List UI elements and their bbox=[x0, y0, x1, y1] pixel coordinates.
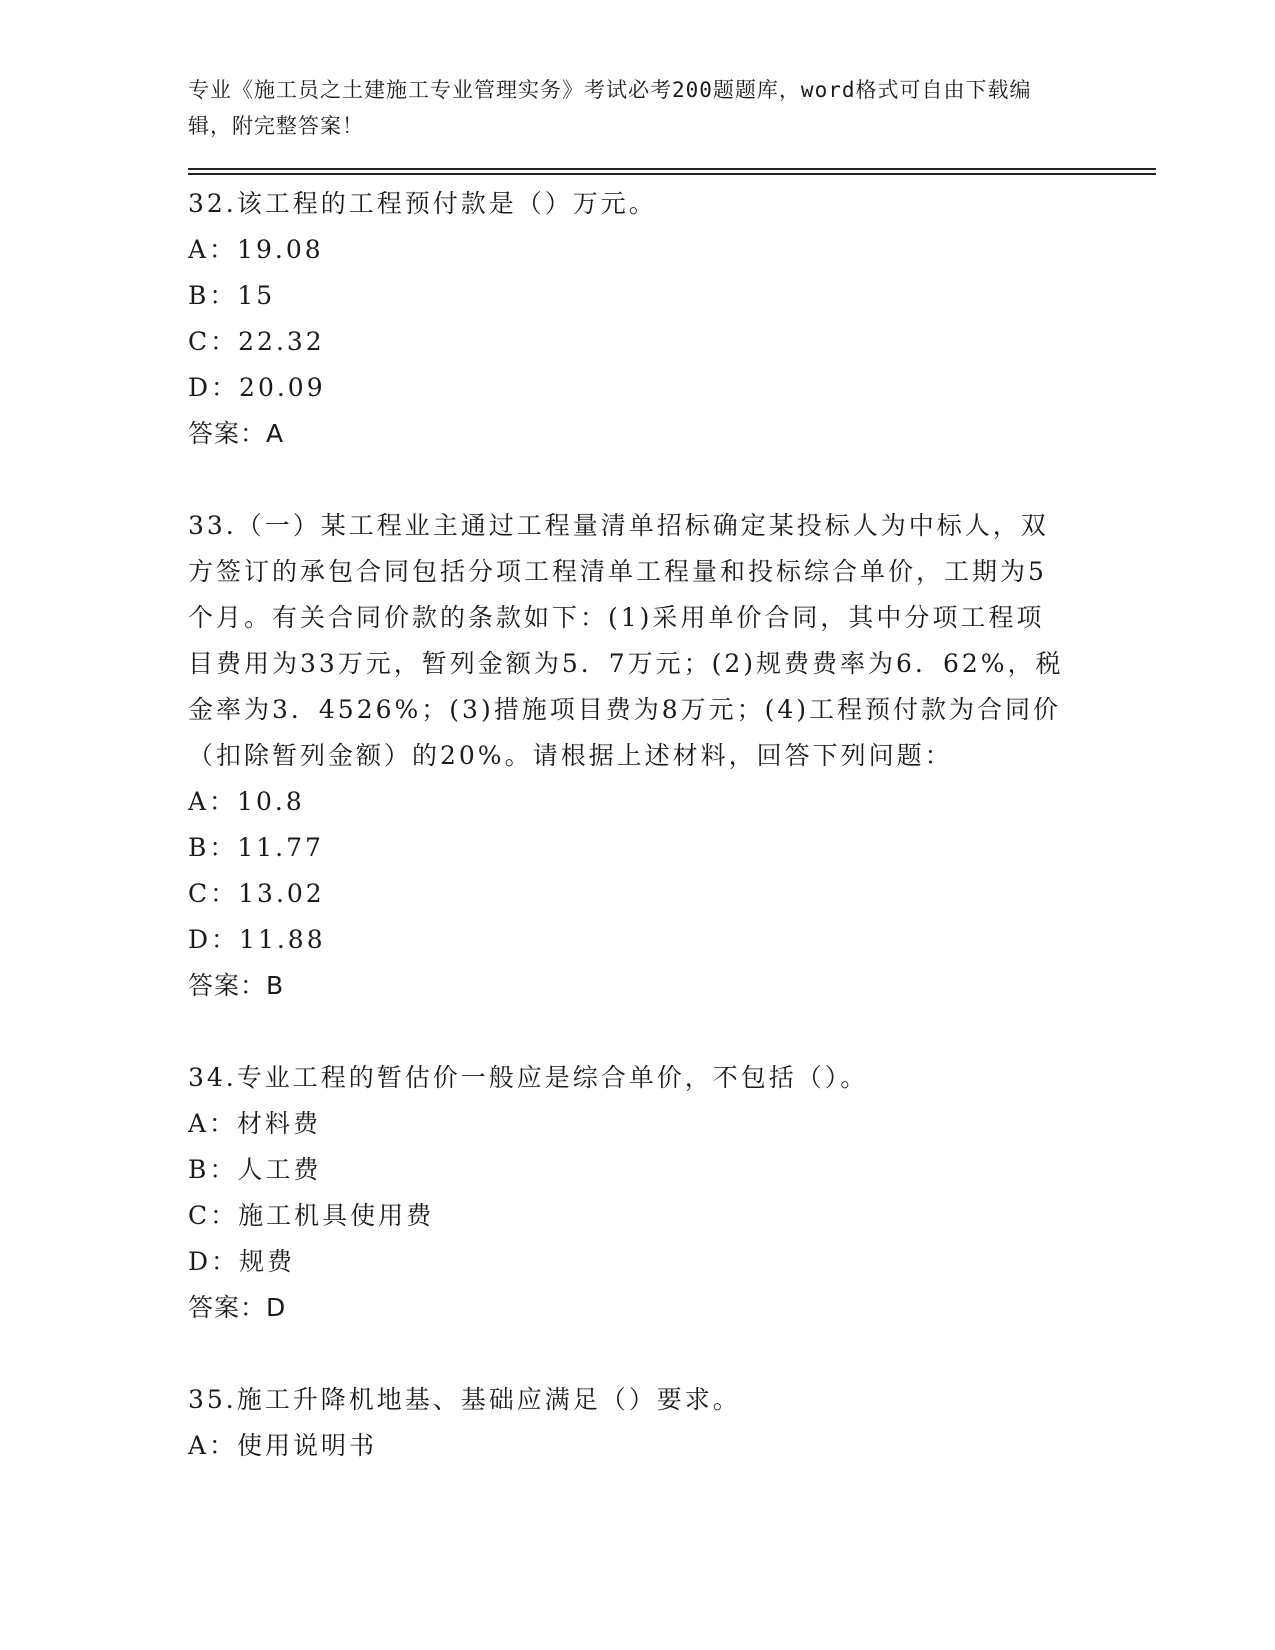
option-a: A：10.8 bbox=[188, 787, 305, 816]
question-text: 32.该工程的工程预付款是（）万元。 bbox=[188, 189, 657, 218]
divider-line-bottom bbox=[188, 173, 1156, 175]
option-a: A：材料费 bbox=[188, 1109, 322, 1138]
question-34 bbox=[188, 1055, 1148, 1331]
question-32 bbox=[188, 181, 1148, 457]
question-text: 34.专业工程的暂估价一般应是综合单价，不包括（）。 bbox=[188, 1063, 869, 1092]
answer-label: 答案：B bbox=[188, 971, 285, 1000]
option-b: B：15 bbox=[188, 281, 276, 310]
option-d: D：规费 bbox=[188, 1247, 296, 1276]
question-33 bbox=[188, 503, 1148, 1009]
option-b: B：人工费 bbox=[188, 1155, 322, 1184]
option-a: A：使用说明书 bbox=[188, 1431, 378, 1460]
question-text: 33.（一）某工程业主通过工程量清单招标确定某投标人为中标人，双方签订的承包合同包括分项工程清单工程量和投标综合单价，工期为5个月。有关合同价款的条款如下：(1)采用单价合同，其中分项工程项目费用为33万元，暂列金额为5．7万元；(2)规费费率为6．62%，税金率为3．4526%；(3)措施项目费为8万元；(4)工程预付款为合同价（扣除暂列金额）的20%。请根据上述材料，回答下列问题： bbox=[188, 511, 1064, 770]
option-d: D：11.88 bbox=[188, 925, 326, 954]
option-a: A：19.08 bbox=[188, 235, 324, 264]
option-c: C：施工机具使用费 bbox=[188, 1201, 435, 1230]
question-text: 35.施工升降机地基、基础应满足（）要求。 bbox=[188, 1385, 741, 1414]
option-c: C：22.32 bbox=[188, 327, 325, 356]
option-d: D：20.09 bbox=[188, 373, 326, 402]
question-35 bbox=[188, 1377, 1148, 1469]
option-c: C：13.02 bbox=[188, 879, 325, 908]
header-divider bbox=[188, 168, 1156, 175]
answer-label: 答案：D bbox=[188, 1293, 287, 1322]
document-header: 专业《施工员之土建施工专业管理实务》考试必考200题题库，word格式可自由下载编辑，附完整答案！ bbox=[188, 78, 1032, 138]
option-b: B：11.77 bbox=[188, 833, 324, 862]
divider-line-top bbox=[188, 168, 1156, 170]
question-list bbox=[188, 181, 1148, 1469]
answer-label: 答案：A bbox=[188, 419, 285, 448]
document-page bbox=[188, 72, 1148, 1469]
